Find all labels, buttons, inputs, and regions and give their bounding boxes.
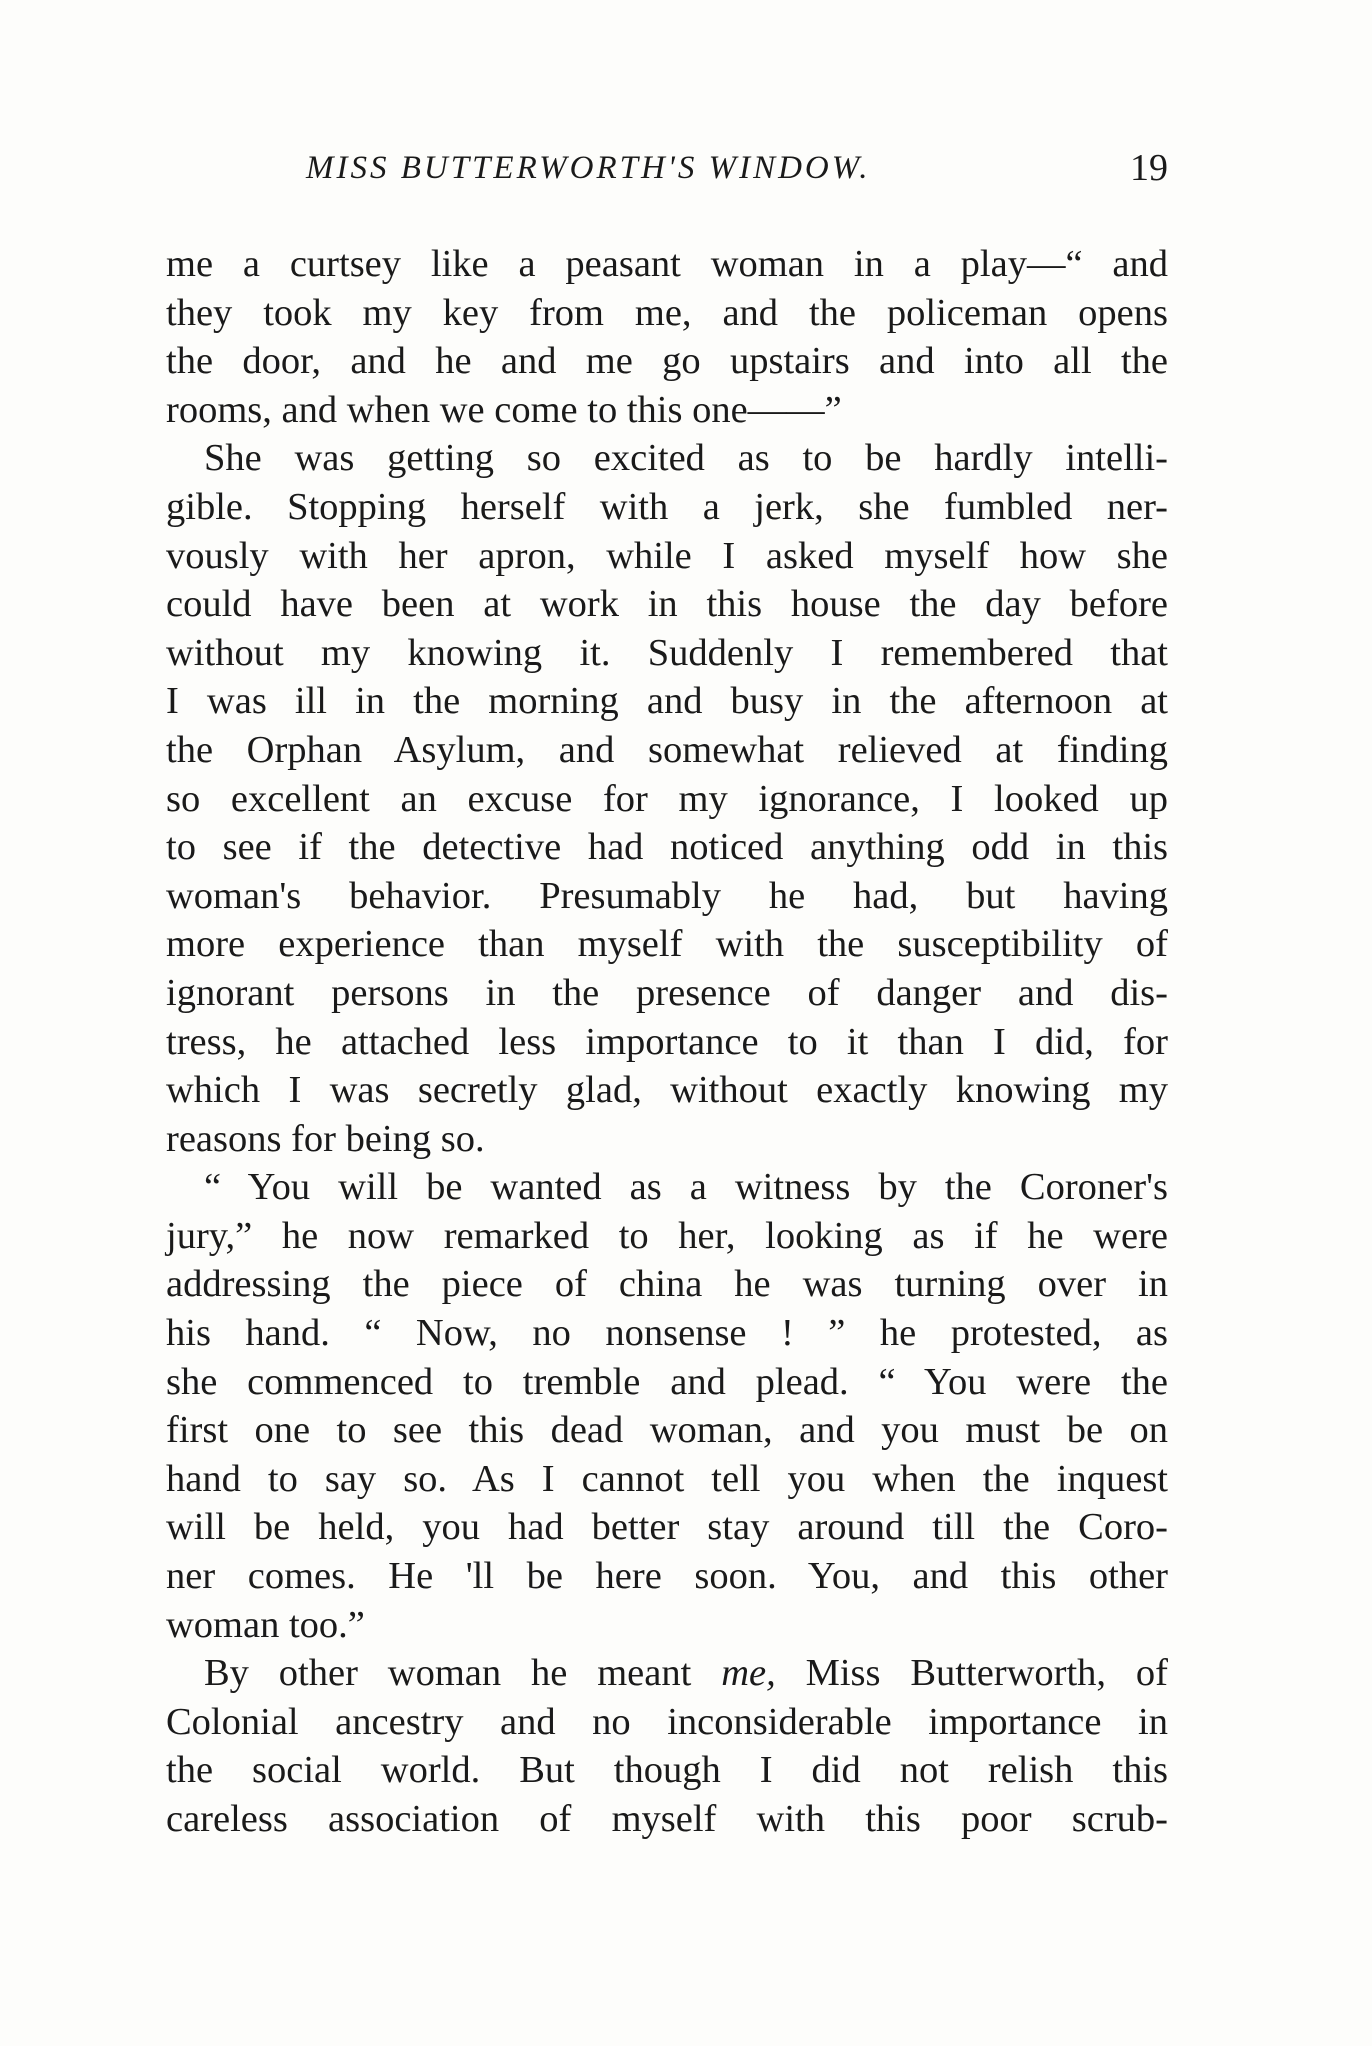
text-line: more experience than myself with the susceptibility of	[166, 923, 1168, 966]
text-line: addressing the piece of china he was turning over in	[166, 1263, 1168, 1306]
text-run: By other woman he meant	[204, 1652, 722, 1695]
body-text	[166, 240, 1168, 1844]
text-run: Miss Butterworth, of	[775, 1652, 1168, 1695]
text-line: vously with her apron, while I asked myself how she	[166, 534, 1168, 577]
text-line: his hand. “ Now, no nonsense ! ” he protested, as	[166, 1312, 1168, 1355]
text-line: reasons for being so.	[166, 1117, 485, 1160]
text-line: I was ill in the morning and busy in the afternoon at	[166, 680, 1168, 723]
text-line: She was getting so excited as to be hardly intelli-	[204, 437, 1168, 480]
text-line: “ You will be wanted as a witness by the Coroner's	[204, 1166, 1168, 1209]
text-line: to see if the detective had noticed anything odd in this	[166, 826, 1168, 869]
text-line: me a curtsey like a peasant woman in a play—“ and	[166, 243, 1168, 285]
text-line	[166, 1649, 1168, 1698]
text-line: the door, and he and me go upstairs and into all the	[166, 340, 1168, 383]
text-line: rooms, and when we come to this one——”	[166, 388, 842, 431]
italic-word: me,	[721, 1652, 776, 1695]
text-line: ner comes. He 'll be here soon. You, and this other	[166, 1555, 1168, 1598]
text-line: the social world. But though I did not relish this	[166, 1749, 1168, 1792]
text-line: they took my key from me, and the policeman opens	[166, 291, 1168, 334]
text-line: careless association of myself with this poor scrub-	[166, 1798, 1168, 1840]
text-line: she commenced to tremble and plead. “ You were the	[166, 1360, 1168, 1403]
text-line: Colonial ancestry and no inconsiderable importance in	[166, 1700, 1168, 1743]
text-line: gible. Stopping herself with a jerk, she fumbled ner-	[166, 485, 1168, 528]
text-line: woman's behavior. Presumably he had, but having	[166, 874, 1168, 917]
text-line: tress, he attached less importance to it than I did, for	[166, 1020, 1168, 1063]
text-line: jury,” he now remarked to her, looking as if he were	[166, 1214, 1168, 1257]
running-title: MISS BUTTERWORTH'S WINDOW.	[306, 150, 871, 186]
running-head	[166, 138, 1168, 198]
text-line: will be held, you had better stay around till the Coro-	[166, 1506, 1168, 1549]
text-line: hand to say so. As I cannot tell you when the inquest	[166, 1457, 1168, 1500]
text-line: could have been at work in this house the day before	[166, 583, 1168, 626]
text-line: woman too.”	[166, 1603, 365, 1646]
text-line: without my knowing it. Suddenly I remembered that	[166, 631, 1168, 674]
text-line: so excellent an excuse for my ignorance, I looked up	[166, 777, 1168, 820]
text-line: which I was secretly glad, without exactly knowing my	[166, 1069, 1168, 1112]
text-line: ignorant persons in the presence of danger and dis-	[166, 971, 1168, 1014]
page-number: 19	[1130, 147, 1168, 189]
text-line: the Orphan Asylum, and somewhat relieved at finding	[166, 728, 1168, 771]
text-line: first one to see this dead woman, and you must be on	[166, 1409, 1168, 1452]
